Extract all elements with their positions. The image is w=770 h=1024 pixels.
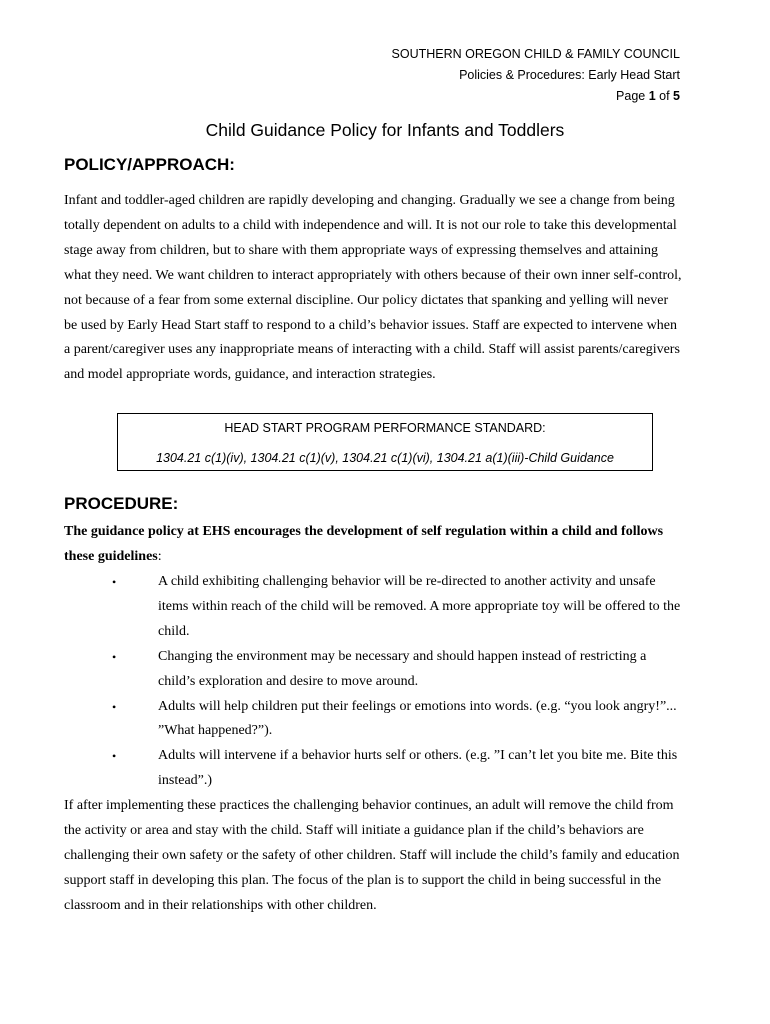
document-title: Child Guidance Policy for Infants and Toddlers: [205, 120, 565, 140]
page-total: 5: [673, 89, 680, 103]
list-item: [64, 645, 684, 695]
bullet-icon: •: [112, 649, 117, 664]
page-number: [392, 86, 680, 107]
list-item: [64, 744, 684, 794]
policy-category: Policies & Procedures: Early Head Start: [459, 68, 680, 82]
policy-heading: POLICY/APPROACH:: [64, 155, 235, 174]
performance-standard-references: 1304.21 c(1)(iv), 1304.21 c(1)(v), 1304.21 c(1)(vi), 1304.21 a(1)(iii)-Child Guidance: [156, 451, 614, 465]
policy-body: Infant and toddler-aged children are rapidly developing and changing. Gradually we see a change from being totally dependent on adults to a child with independence and will. It is not our role to take this developmental stage away from children, but to share with them appropriate ways of expressing themselves and attaining what they need. We want children to interact appropriately with others because of their own inner self-control, not because of a fear from some external discipline. Our policy dictates that spanking and yelling will never be used by Early Head Start staff to respond to a child’s behavior issues. Staff are expected to intervene when a parent/caregiver uses any inappropriate means of interacting with a child. Staff will assist parents/caregivers and model appropriate words, guidance, and interaction strategies.: [64, 193, 682, 383]
organization-name: SOUTHERN OREGON CHILD & FAMILY COUNCIL: [391, 47, 680, 61]
document-header: [392, 44, 680, 107]
list-item-text: A child exhibiting challenging behavior will be re-directed to another activity and unsafe items within reach of the child will be removed. A more appropriate toy will be offered to the child.: [158, 574, 681, 639]
list-item-text: Adults will intervene if a behavior hurts self or others. (e.g. ”I can’t let you bite me. Bite this instead”.): [158, 748, 678, 789]
list-item: [64, 570, 684, 645]
guidelines-list: [64, 570, 684, 794]
procedure-heading: PROCEDURE:: [64, 494, 179, 513]
page-of: of: [655, 89, 674, 103]
page-prefix: Page: [616, 89, 649, 103]
list-item-text: Changing the environment may be necessary and should happen instead of restricting a child’s exploration and desire to move around.: [158, 648, 647, 689]
performance-standard-title: HEAD START PROGRAM PERFORMANCE STANDARD:: [224, 421, 546, 435]
bullet-icon: •: [112, 575, 117, 589]
procedure-intro: [64, 520, 684, 570]
list-item: [64, 695, 684, 745]
procedure-intro-text: The guidance policy at EHS encourages the development of self regulation within a child and follows these guidelines: [64, 524, 664, 564]
bullet-icon: •: [112, 749, 117, 764]
list-item-text: Adults will help children put their feelings or emotions into words. (e.g. “you look angry!”... ”What happened?”).: [158, 698, 677, 739]
procedure-followup: If after implementing these practices the challenging behavior continues, an adult will remove the child from the activity or area and stay with the child. Staff will initiate a guidance plan if the child’s behaviors are challenging their own safety or the safety of other children. Staff will include the child’s family and education support staff in developing this plan. The focus of the plan is to support the child in being successful in the classroom and in their relationships with other children.: [64, 798, 680, 913]
procedure-intro-colon: :: [157, 548, 162, 564]
bullet-icon: •: [112, 699, 117, 714]
performance-standard-box: [117, 413, 653, 471]
page-current: 1: [648, 89, 656, 103]
